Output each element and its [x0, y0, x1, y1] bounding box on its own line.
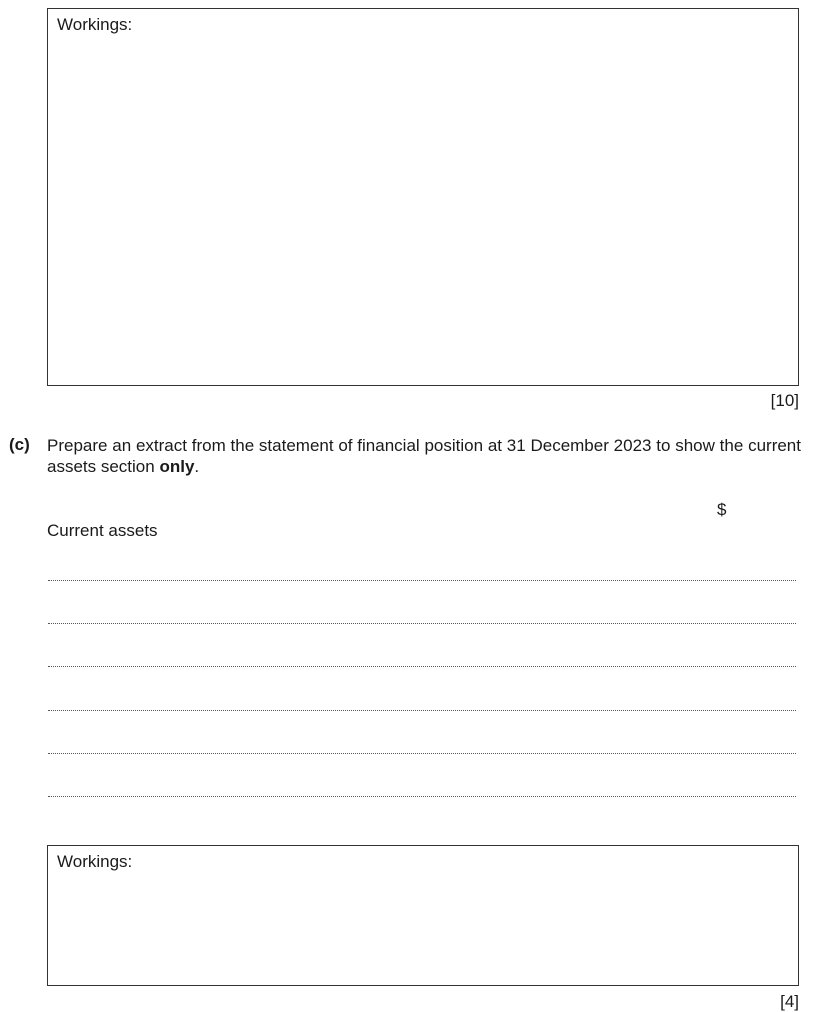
answer-line[interactable]	[48, 753, 796, 754]
answer-line[interactable]	[48, 666, 796, 667]
answer-line[interactable]	[48, 623, 796, 624]
workings-label: Workings:	[57, 15, 133, 34]
question-c-text	[47, 435, 801, 477]
answer-line[interactable]	[48, 710, 796, 711]
workings-label: Workings:	[57, 852, 133, 871]
current-assets-heading: Current assets	[47, 521, 158, 540]
part-c-label: (c)	[9, 435, 30, 454]
question-text-end: .	[194, 457, 200, 476]
marks-allocation-b: [10]	[770, 391, 799, 410]
answer-line[interactable]	[48, 796, 796, 797]
marks-allocation-c: [4]	[780, 992, 799, 1011]
question-emphasis: only	[159, 457, 195, 476]
workings-box-b[interactable]	[47, 8, 799, 386]
currency-column-header: $	[717, 500, 727, 519]
question-text-start: Prepare an extract from the statement of financial position at 31 December 2023 to show the current assets section	[47, 436, 801, 476]
workings-box-c[interactable]	[47, 845, 799, 986]
answer-line[interactable]	[48, 580, 796, 581]
